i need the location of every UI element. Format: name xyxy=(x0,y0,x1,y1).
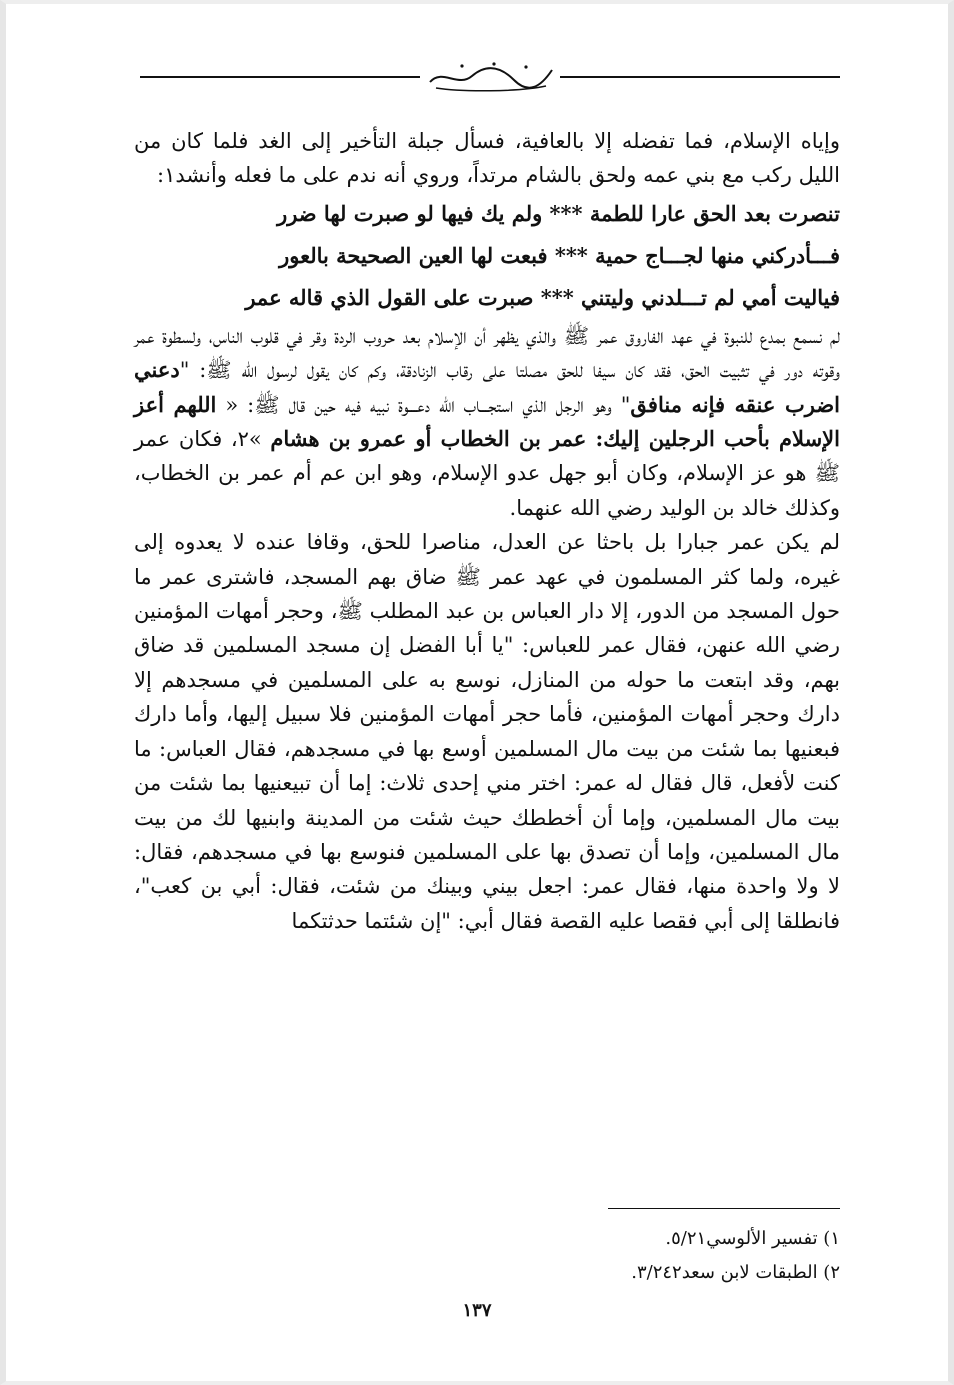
quote-bold-1: دعني اضرب عنقه فإنه منافق xyxy=(134,357,841,417)
paragraph-3: لم يكن عمر جبارا بل باحثا عن العدل، مناصرا للحق، وقافا عنده لا يعدوه إلى غيره، ولما كثر المسلمون في عهد عمر ﷺ ضاق بهم المسجد، فاشترى عمر ما حول المسجد من الدور، إلا دار العباس بن عبد المطلب ﷺ، وحجر أمهات المؤمنين رضي الله عنهن، فقال عمر للعباس: "يا أبا الفضل إن مسجد المسلمين قد ضاق بهم، وقد ابتعت ما حوله من المنازل، نوسع به على المسلمين في مسجدهم إلا دارك وحجر أمهات المؤمنين، فأما حجر أمهات المؤمنين فلا سبيل إليها، وأما دارك فبعنيها بما شئت من بيت مال المسلمين أوسع بها في مسجدهم، فقال العباس: ما كنت لأفعل، قال فقال له عمر: اختر مني إحدى ثلاث: إما أن تبيعنيها بما شئت من بيت مال المسلمين، وإما أن أخططك حيث شئت من المدينة وابنيها لك من بيت مال المسلمين، وإما أن تصدق بها على المسلمين فنوسع بها في مسجدهم، فقال: لا ولا واحدة منها، فقال عمر: اجعل بيني وبينك من شئت، فقال: أبي بن كعب"، فانطلقا إلى أبي فقصا عليه القصة فقال أبي: "إن شئتما حدثتكما xyxy=(134,530,840,933)
quote-bold-2: اللهم أعز الإسلام بأحب الرجلين إليك: عمر بن الخطاب أو عمرو بن هشام xyxy=(134,391,840,452)
page-number: ١٣٧ xyxy=(462,1300,492,1321)
poem-line-2: فـــأدركني منها لجـــاج حمية *** فبعت لها العين الصحيحة بالعور xyxy=(279,242,840,268)
header-rule-left xyxy=(140,76,420,78)
footnotes xyxy=(400,1222,840,1290)
footnote-divider xyxy=(608,1208,840,1209)
paragraph-1: وإياه الإسلام، فما تفضله إلا بالعافية، فسأل جبلة التأخير إلى الغد فلما كان من الليل ركب مع بني عمه ولحق بالشام مرتداً، وروي أنه ندم على ما فعله وأنشد١: xyxy=(134,129,840,188)
header-logo xyxy=(422,58,558,94)
paragraph-2-part-2: " وهو الرجل الذي استجـــاب الله دعـــوة نبيه فيه حين قال ﷺ: « xyxy=(216,392,631,417)
poem-line-1: تنصرت بعد الحق عارا للطمة *** ولم يك فيها لو صبرت لها ضرر xyxy=(277,200,840,226)
page-header xyxy=(140,56,840,96)
header-rule-right xyxy=(560,76,840,78)
paragraph-2-part-3: »٢، فكان عمر ﷺ هو عز الإسلام، وكان أبو جهل عدو الإسلام، وهو ابن عم أم عمر بن الخطاب، وكذلك خالد بن الوليد رضي الله عنهما. xyxy=(134,427,840,520)
paragraph-2-part-1: لم نسمع بمدع للنبوة في عهد الفاروق عمر ﷺ والذي يظهر أن الإسلام بعد حروب الردة وقر في قلوب الناس، ولسطوة عمر وقوته دور في تثبيت الحق، فقد كان سيفا للحق مصلتا على رقاب الزنادقة، وكم كان يقول لرسول الله ﷺ: " xyxy=(134,323,840,383)
poem xyxy=(134,193,840,319)
main-text xyxy=(134,124,840,938)
poem-line-3: فياليت أمي لم تـــلدني وليتني *** صبرت على القول الذي قاله عمر xyxy=(245,284,840,310)
footnote-2: ٢) الطبقات لابن سعد٣/٢٤٢. xyxy=(631,1262,840,1283)
paragraph-2 xyxy=(134,319,840,525)
footnote-1: ١) تفسير الألوسي٥/٢١. xyxy=(665,1228,840,1249)
